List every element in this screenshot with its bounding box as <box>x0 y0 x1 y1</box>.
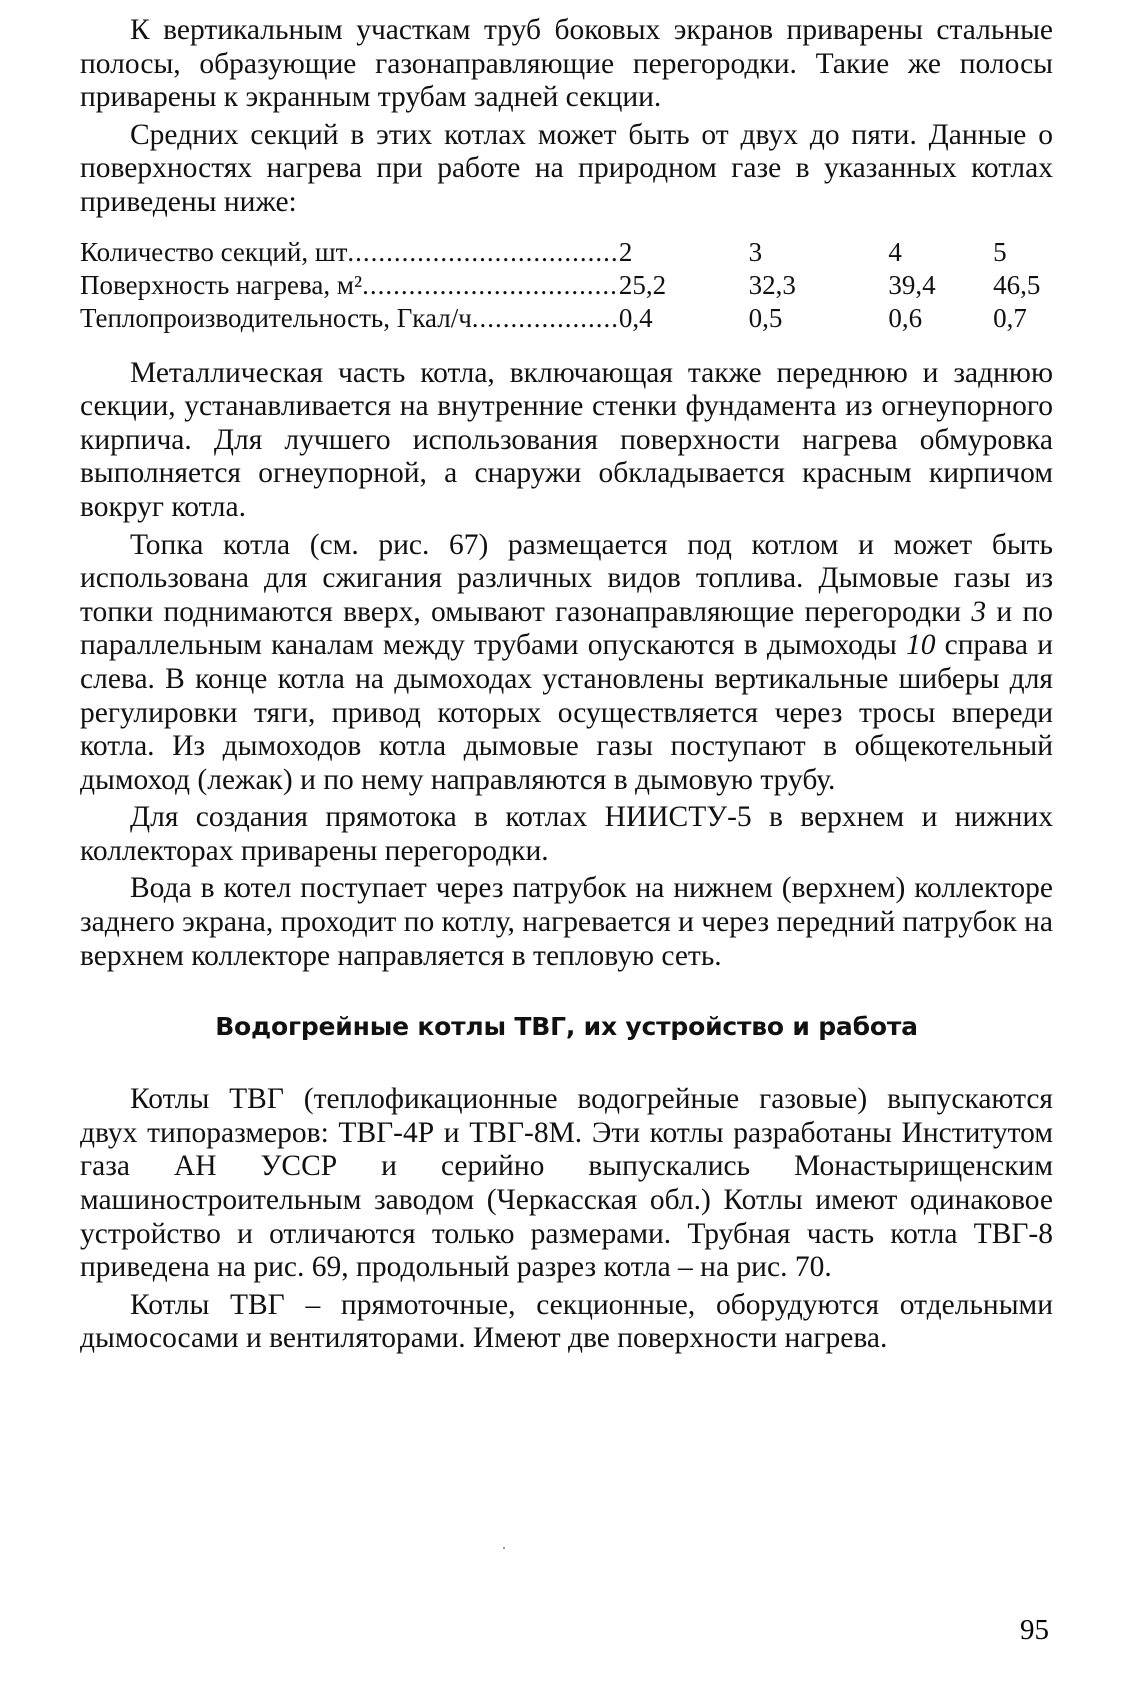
table-row <box>80 269 1053 302</box>
table-cell: 5 <box>993 236 1007 267</box>
table-cell: 0,7 <box>993 302 1027 333</box>
row-label: Поверхность нагрева, м² <box>80 269 363 300</box>
table-cell: 46,5 <box>993 269 1041 300</box>
table-row <box>80 236 1053 269</box>
section-heading: Водогрейные котлы ТВГ, их устройство и работа <box>215 1012 918 1042</box>
paragraph-1: К вертикальным участкам труб боковых экранов приварены стальные полосы, образующие газонаправляющие перегородки. Такие же полосы приварены к экранным трубам задней секции. <box>80 14 1053 114</box>
paragraph-4: Топка котла (см. рис. 67) размещается под котлом и может быть использована для сжигания различных видов топлива. Дымовые газы из топки поднимаются вверх, омывают газонаправляющие перегородки 3 и по параллельным каналам между трубами опускаются в дымоходы 10 справа и слева. В конце котла на дымоходах установлены вертикальные шиберы для регулировки тяги, привод которых осуществляется через тросы впереди котла. Из дымоходов котла дымовые газы поступают в общекотельный дымоход (лежак) и по нему направляются в дымовую трубу. <box>80 528 1054 796</box>
page-number: 95 <box>1020 1614 1049 1646</box>
table-cell: 2 <box>618 236 633 267</box>
table-cell: 32,3 <box>748 269 796 300</box>
table-cell: 4 <box>888 236 902 267</box>
table-cell: 39,4 <box>888 269 936 300</box>
surface-table <box>80 236 1053 335</box>
table-cell: 0,5 <box>748 302 783 333</box>
table-cell: 25,2 <box>618 269 667 300</box>
page-body <box>80 14 1053 1356</box>
table-row <box>80 302 1053 335</box>
row-label: Количество секций, шт <box>80 236 348 267</box>
table-cell: 3 <box>748 236 763 267</box>
paragraph-6: Вода в котел поступает через патрубок на нижнем (верхнем) коллекторе заднего экрана, проходит по котлу, нагревается и через передний патрубок на верхнем коллекторе направляется в тепловую сеть. <box>80 872 1053 972</box>
row-label: Теплопроизводительность, Гкал/ч <box>80 302 472 333</box>
figure-ref-3: 3 <box>971 595 987 628</box>
table-cell: 0,4 <box>618 302 653 333</box>
paragraph-5: Для создания прямотока в котлах НИИСТУ-5 в верхнем и нижних коллекторах приварены перегородки. <box>80 801 1053 867</box>
paragraph-7: Котлы ТВГ (теплофикационные водогрейные газовые) выпускаются двух типоразмеров: ТВГ-4Р и ТВГ-8М. Эти котлы разработаны Институтом газа АН УССР и серийно выпускались Монастырищенским машиностроительным заводом (Черкасская обл.) Котлы имеют одинаковое устройство и отличаются только размерами. Трубная часть котла ТВГ-8 приведена на рис. 69, продольный разрез котла – на рис. 70. <box>80 1083 1053 1284</box>
paragraph-8: Котлы ТВГ – прямоточные, секционные, оборудуются отдельными дымососами и вентиляторами. Имеют две поверхности нагрева. <box>80 1288 1053 1355</box>
paragraph-3: Металлическая часть котла, включающая также переднюю и заднюю секции, устанавливается на внутренние стенки фундамента из огнеупорного кирпича. Для лучшего использования поверхности нагрева обмуровка выполняется огнеупорной, а снаружи обкладывается красным кирпичом вокруг котла. <box>80 356 1053 523</box>
table-cell: 0,6 <box>888 302 923 333</box>
figure-ref-10: 10 <box>905 629 936 662</box>
paragraph-2: Средних секций в этих котлах может быть от двух до пяти. Данные о поверхностях нагрева при работе на природном газе в указанных котлах приведены ниже: <box>80 118 1053 218</box>
